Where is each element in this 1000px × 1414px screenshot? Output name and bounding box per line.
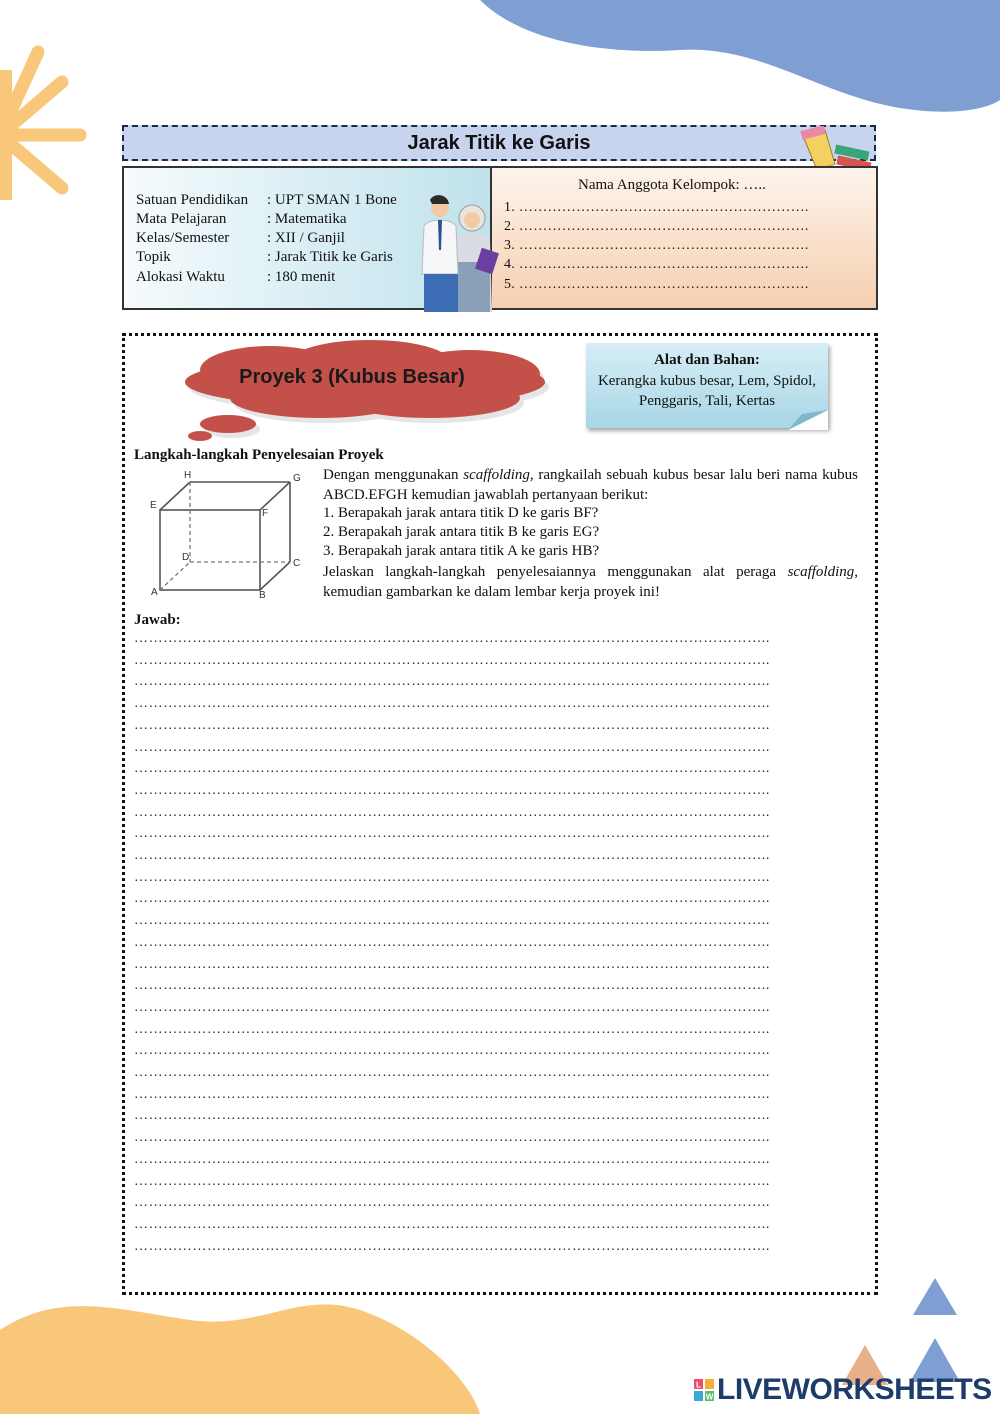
liveworksheets-logo: [694, 1373, 992, 1407]
answer-line[interactable]: …………………………………………………………………………………………………………………..: [134, 1239, 770, 1254]
vertex-label: D: [182, 552, 190, 563]
top-blue-wave-decoration: [0, 0, 1000, 130]
materials-list: Kerangka kubus besar, Lem, Spidol, Penggaris, Tali, Kertas: [597, 373, 817, 409]
answer-line[interactable]: …………………………………………………………………………………………………………………..: [134, 1065, 770, 1080]
liveworksheets-logo-icon: [694, 1379, 714, 1401]
answer-line[interactable]: …………………………………………………………………………………………………………………..: [134, 1217, 770, 1232]
steps-title: Langkah-langkah Penyelesaian Proyek: [134, 447, 384, 463]
member-name-field[interactable]: 2. …………………………………………………….: [504, 219, 809, 234]
answer-line[interactable]: …………………………………………………………………………………………………………………..: [134, 1087, 770, 1102]
note-fold-corner: [788, 410, 828, 430]
info-row: Satuan Pendidikan : UPT SMAN 1 Bone: [136, 192, 397, 208]
project-cloud-badge: [170, 340, 560, 445]
svg-text:W: W: [705, 1392, 714, 1401]
title-bar: [122, 125, 876, 161]
answer-line[interactable]: …………………………………………………………………………………………………………………..: [134, 935, 770, 950]
member-name-field[interactable]: 4. …………………………………………………….: [504, 257, 809, 272]
question-item: 3. Berapakah jarak antara titik A ke garis HB?: [323, 543, 600, 559]
instructions-paragraph: Dengan menggunakan scaffolding, rangkailah sebuah kubus besar lalu beri nama kubus ABCD.EFGH kemudian jawablah pertanyaan berikut:: [323, 467, 858, 503]
member-name-field[interactable]: 3. …………………………………………………….: [504, 238, 809, 253]
answer-line[interactable]: …………………………………………………………………………………………………………………..: [134, 1195, 770, 1210]
brand-name: LIVEWORKSHEETS: [717, 1373, 992, 1406]
svg-text:L: L: [696, 1380, 701, 1390]
answer-line[interactable]: …………………………………………………………………………………………………………………..: [134, 653, 770, 668]
info-row: Kelas/Semester : XII / Ganjil: [136, 230, 345, 246]
answer-line[interactable]: …………………………………………………………………………………………………………………..: [134, 870, 770, 885]
member-name-field[interactable]: 5. …………………………………………………….: [504, 277, 809, 292]
vertex-label: F: [262, 508, 269, 519]
members-title: Nama Anggota Kelompok: …..: [578, 177, 766, 193]
answer-line[interactable]: …………………………………………………………………………………………………………………..: [134, 978, 770, 993]
cube-diagram: [146, 468, 308, 602]
answer-line[interactable]: …………………………………………………………………………………………………………………..: [134, 1043, 770, 1058]
vertex-label: E: [150, 500, 157, 511]
answer-line[interactable]: …………………………………………………………………………………………………………………..: [134, 1152, 770, 1167]
answer-line[interactable]: …………………………………………………………………………………………………………………..: [134, 631, 770, 646]
answer-line[interactable]: …………………………………………………………………………………………………………………..: [134, 1108, 770, 1123]
vertex-label: B: [259, 590, 266, 601]
info-row: Topik : Jarak Titik ke Garis: [136, 249, 393, 265]
answer-line[interactable]: …………………………………………………………………………………………………………………..: [134, 848, 770, 863]
project-title: Proyek 3 (Kubus Besar): [239, 366, 465, 388]
vertex-label: C: [293, 558, 301, 569]
closing-paragraph: Jelaskan langkah-langkah penyelesaiannya menggunakan alat peraga scaffolding, kemudian gambarkan ke dalam lembar kerja proyek ini!: [323, 564, 858, 600]
page-title: Jarak Titik ke Garis: [407, 132, 591, 154]
answer-line[interactable]: …………………………………………………………………………………………………………………..: [134, 826, 770, 841]
answer-line[interactable]: …………………………………………………………………………………………………………………..: [134, 1022, 770, 1037]
member-name-field[interactable]: 1. …………………………………………………….: [504, 200, 809, 215]
answer-line[interactable]: …………………………………………………………………………………………………………………..: [134, 913, 770, 928]
answer-line[interactable]: …………………………………………………………………………………………………………………..: [134, 761, 770, 776]
answer-line[interactable]: …………………………………………………………………………………………………………………..: [134, 674, 770, 689]
vertex-label: G: [293, 473, 301, 484]
answer-line[interactable]: …………………………………………………………………………………………………………………..: [134, 1000, 770, 1015]
answer-title: Jawab:: [134, 612, 181, 628]
answer-line[interactable]: …………………………………………………………………………………………………………………..: [134, 957, 770, 972]
question-item: 2. Berapakah jarak antara titik B ke garis EG?: [323, 524, 600, 540]
vertex-label: A: [151, 587, 158, 598]
materials-heading: Alat dan Bahan:: [654, 352, 760, 368]
info-row: Mata Pelajaran : Matematika: [136, 211, 347, 227]
group-members-box: [492, 166, 878, 310]
students-illustration: [412, 190, 502, 312]
vertex-label: H: [184, 470, 192, 481]
answer-line[interactable]: …………………………………………………………………………………………………………………..: [134, 891, 770, 906]
answer-line[interactable]: …………………………………………………………………………………………………………………..: [134, 740, 770, 755]
answer-line[interactable]: …………………………………………………………………………………………………………………..: [134, 718, 770, 733]
answer-line[interactable]: …………………………………………………………………………………………………………………..: [134, 805, 770, 820]
question-item: 1. Berapakah jarak antara titik D ke garis BF?: [323, 505, 599, 521]
answer-line[interactable]: …………………………………………………………………………………………………………………..: [134, 783, 770, 798]
answer-line[interactable]: …………………………………………………………………………………………………………………..: [134, 1130, 770, 1145]
answer-line[interactable]: …………………………………………………………………………………………………………………..: [134, 696, 770, 711]
info-row: Alokasi Waktu : 180 menit: [136, 269, 336, 285]
sun-rays-decoration: [0, 30, 90, 200]
answer-line[interactable]: …………………………………………………………………………………………………………………..: [134, 1174, 770, 1189]
